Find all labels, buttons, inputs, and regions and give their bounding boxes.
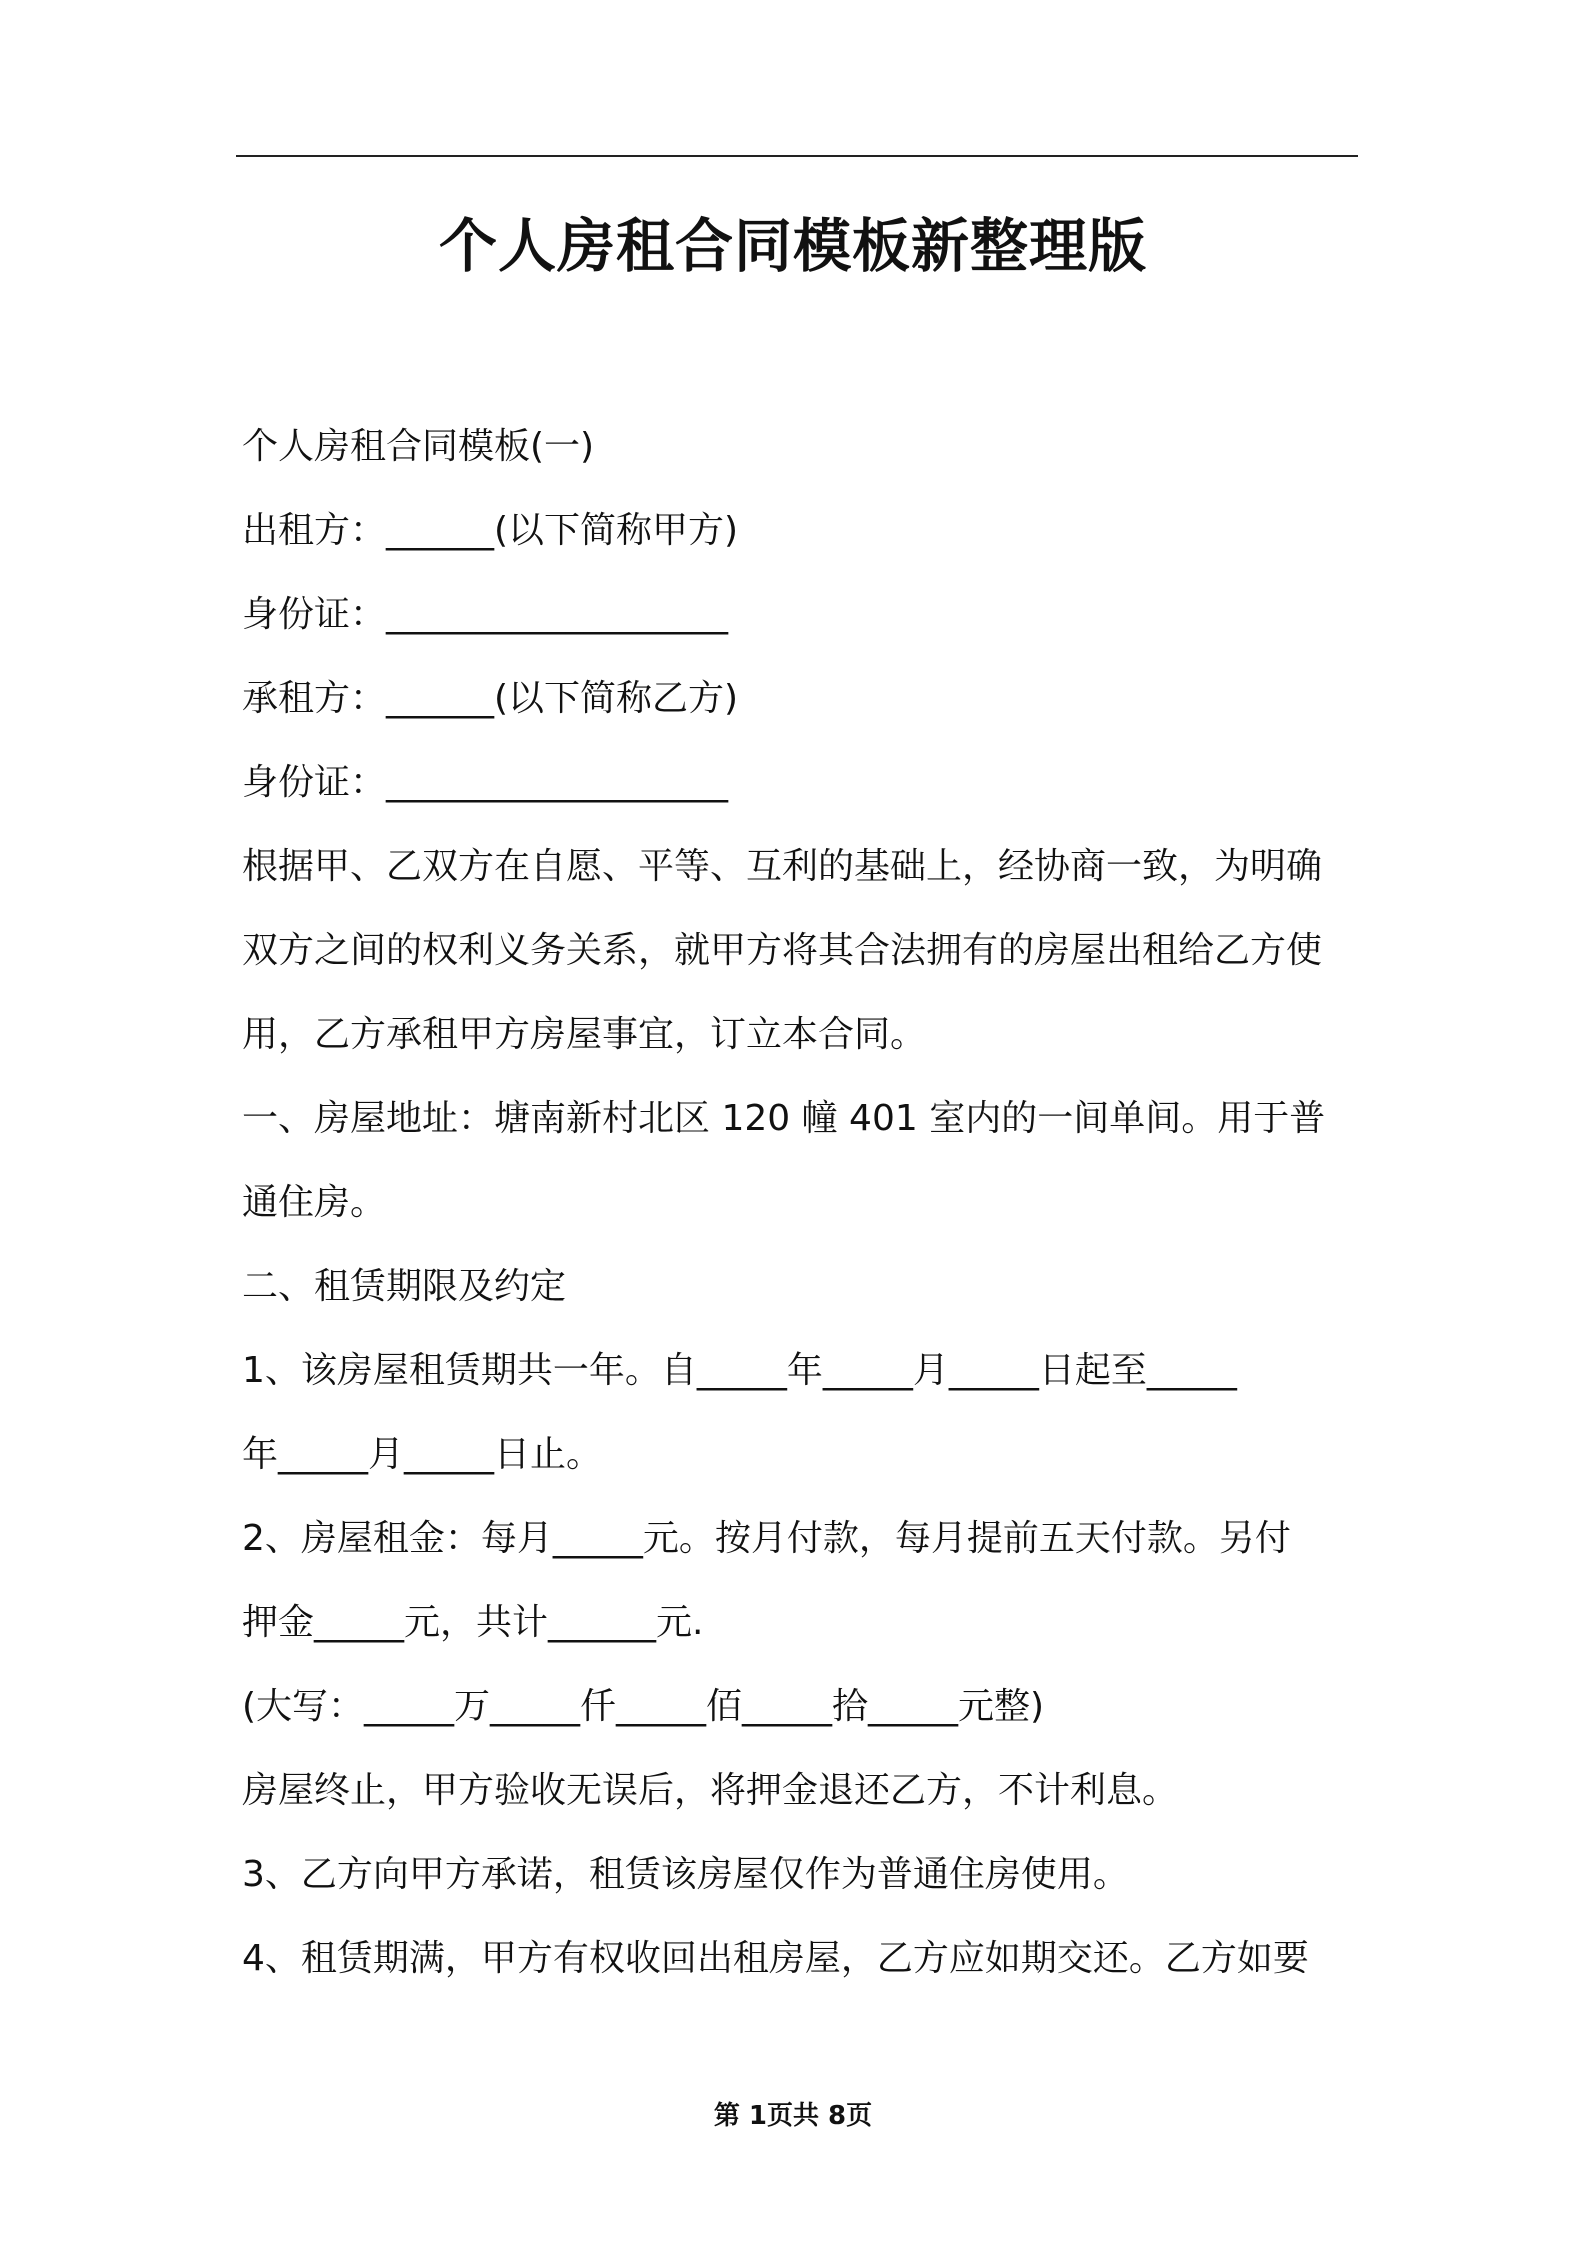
lessor-id-line: 身份证：___________________ <box>242 594 729 635</box>
clause-term-line: 年_____月_____日止。 <box>242 1434 603 1475</box>
clause-rent-capital-line: (大写：_____万_____仟_____佰_____拾_____元整) <box>242 1686 1045 1727</box>
lessor-line: 出租方：______(以下简称甲方) <box>242 510 739 551</box>
header-rule <box>236 155 1358 157</box>
lessee-line: 承租方：______(以下简称乙方) <box>242 678 739 719</box>
clause-expiry-line: 4、租赁期满，甲方有权收回出租房屋，乙方应如期交还。乙方如要 <box>242 1938 1309 1979</box>
clause-rent-line: 2、房屋租金：每月_____元。按月付款，每月提前五天付款。另付 <box>242 1518 1291 1559</box>
clause-term-line: 1、该房屋租赁期共一年。自_____年_____月_____日起至_____ <box>242 1350 1237 1391</box>
clause-rent-line: 押金_____元，共计______元. <box>242 1602 704 1643</box>
clause-usage-line: 3、乙方向甲方承诺，租赁该房屋仅作为普通住房使用。 <box>242 1854 1129 1895</box>
clause-address-line: 一、房屋地址：塘南新村北区 120 幢 401 室内的一间单间。用于普 <box>242 1098 1326 1139</box>
preamble-line: 用，乙方承租甲方房屋事宜，订立本合同。 <box>242 1014 927 1055</box>
lessee-id-line: 身份证：___________________ <box>242 762 729 803</box>
section-heading: 个人房租合同模板(一) <box>242 426 595 467</box>
document-title: 个人房租合同模板新整理版 <box>438 212 1147 280</box>
clause-deposit-line: 房屋终止，甲方验收无误后，将押金退还乙方，不计利息。 <box>242 1770 1179 1811</box>
document-body <box>242 405 1360 2001</box>
preamble-line: 根据甲、乙双方在自愿、平等、互利的基础上，经协商一致，为明确 <box>242 846 1323 887</box>
clause-address-line: 通住房。 <box>242 1182 387 1223</box>
clause-term-heading: 二、租赁期限及约定 <box>242 1266 567 1307</box>
page-footer: 第 1页共 8页 <box>713 2101 873 2131</box>
preamble-line: 双方之间的权利义务关系，就甲方将其合法拥有的房屋出租给乙方使 <box>242 930 1323 971</box>
